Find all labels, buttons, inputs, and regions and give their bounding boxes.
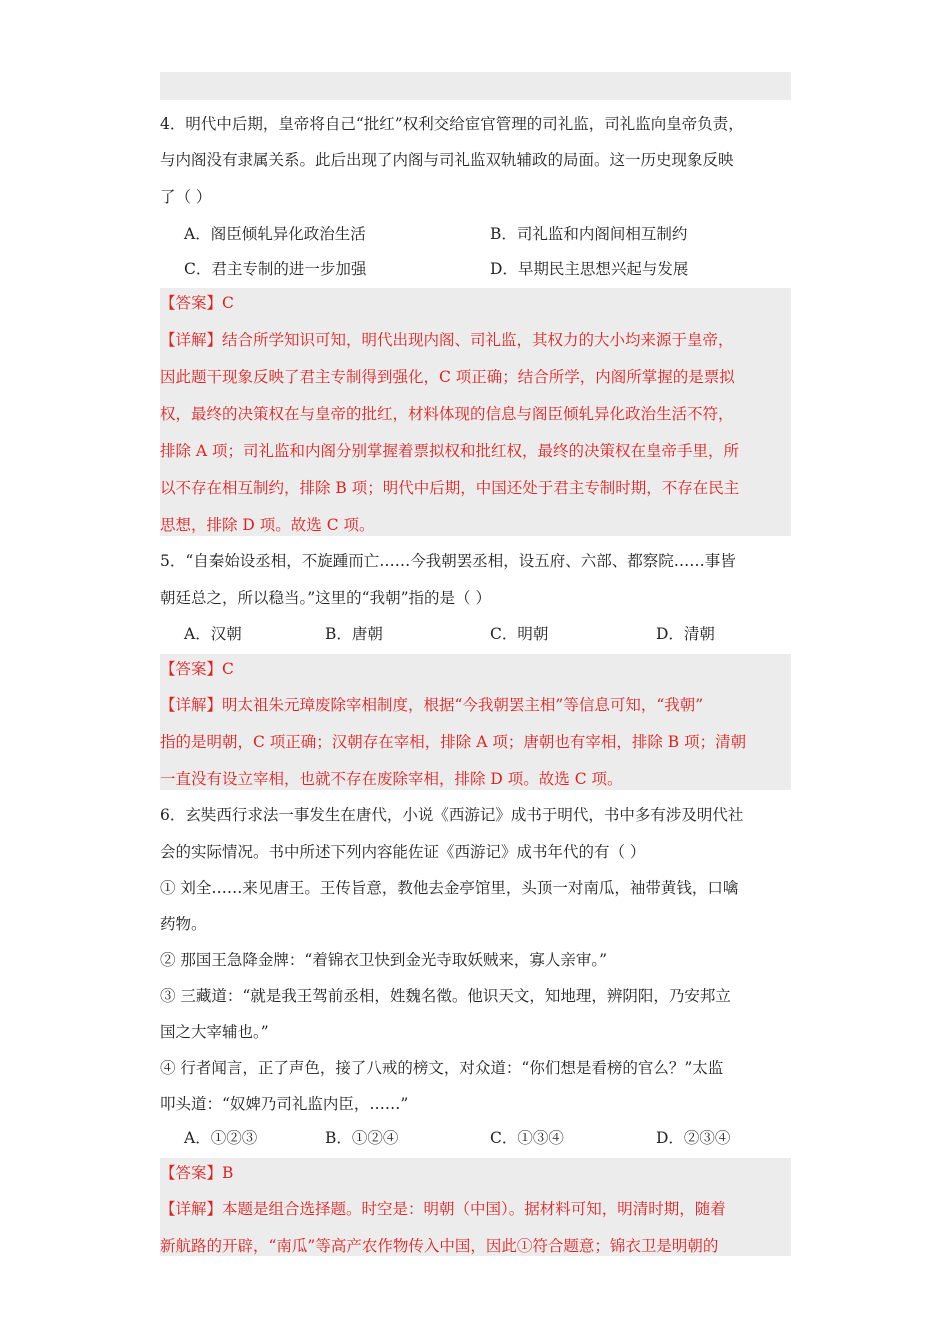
- q5-option-b: B．唐朝: [325, 625, 383, 643]
- q4-option-b: B．司礼监和内阁间相互制约: [490, 225, 688, 243]
- q5-detail-line-3: 一直没有设立宰相，也就不存在废除宰相，排除 D 项。故选 C 项。: [160, 770, 623, 788]
- q4-detail-line-5: 以不存在相互制约，排除 B 项；明代中后期，中国还处于君主专制时期，不存在民主: [160, 479, 740, 497]
- q6-answer: 【答案】B: [160, 1164, 234, 1182]
- q6-item-1-line-2: 药物。: [160, 915, 207, 933]
- q6-item-3-line-1: ③ 三藏道：“就是我王驾前丞相，姓魏名徵。他识天文，知地理，辨阴阳，乃安邦立: [160, 987, 731, 1005]
- q5-detail-line-2: 指的是明朝，C 项正确；汉朝存在宰相，排除 A 项；唐朝也有宰相，排除 B 项；清朝: [160, 733, 747, 751]
- q4-option-d: D．早期民主思想兴起与发展: [490, 260, 689, 278]
- q6-detail-line-1: 【详解】本题是组合选择题。时空是：明朝（中国）。据材料可知，明清时期，随着: [160, 1200, 726, 1218]
- q5-option-a: A．汉朝: [184, 625, 242, 643]
- top-shaded-bar: [160, 72, 791, 100]
- q5-option-c: C．明朝: [490, 625, 549, 643]
- q6-item-3-line-2: 国之大宰辅也。”: [160, 1023, 269, 1041]
- q4-detail-line-1: 【详解】结合所学知识可知，明代出现内阁、司礼监，其权力的大小均来源于皇帝，: [160, 331, 734, 349]
- q6-option-b: B．①②④: [325, 1129, 399, 1147]
- q4-answer: 【答案】C: [160, 294, 234, 312]
- q4-option-c: C．君主专制的进一步加强: [184, 260, 367, 278]
- q6-stem-line-1: 6．玄奘西行求法一事发生在唐代，小说《西游记》成书于明代，书中多有涉及明代社: [160, 806, 744, 824]
- q6-item-4-line-1: ④ 行者闻言，正了声色，接了八戒的榜文，对众道：“你们想是看榜的官么？”太监: [160, 1059, 724, 1077]
- q4-detail-line-4: 排除 A 项；司礼监和内阁分别掌握着票拟权和批红权，最终的决策权在皇帝手里，所: [160, 442, 740, 460]
- q6-item-1-line-1: ① 刘全……来见唐王。王传旨意，教他去金亭馆里，头顶一对南瓜，袖带黄钱，口噙: [160, 879, 739, 897]
- q4-stem-line-2: 与内阁没有隶属关系。此后出现了内阁与司礼监双轨辅政的局面。这一历史现象反映: [160, 151, 734, 169]
- q5-option-d: D．清朝: [656, 625, 715, 643]
- q4-stem-line-1: 4．明代中后期，皇帝将自己“批红”权利交给宦官管理的司礼监，司礼监向皇帝负责，: [160, 115, 744, 133]
- q6-option-a: A．①②③: [184, 1129, 258, 1147]
- q6-option-d: D．②③④: [656, 1129, 731, 1147]
- q4-stem-line-3: 了（ ）: [160, 188, 212, 206]
- q5-stem-line-2: 朝廷总之，所以稳当。”这里的“我朝”指的是（ ）: [160, 589, 491, 607]
- q6-item-2: ② 那国王急降金牌：“着锦衣卫快到金光寺取妖贼来，寡人亲审。”: [160, 951, 608, 969]
- q6-stem-line-2: 会的实际情况。书中所述下列内容能佐证《西游记》成书年代的有（ ）: [160, 843, 646, 861]
- q6-item-4-line-2: 叩头道：“奴婢乃司礼监内臣，……”: [160, 1095, 409, 1113]
- q4-option-a: A．阁臣倾轧异化政治生活: [184, 225, 366, 243]
- q4-detail-line-6: 思想，排除 D 项。故选 C 项。: [160, 516, 375, 534]
- q5-stem-line-1: 5．“自秦始设丞相，不旋踵而亡……今我朝罢丞相，设五府、六部、都察院……事皆: [160, 552, 736, 570]
- q5-detail-line-1: 【详解】明太祖朱元璋废除宰相制度，根据“今我朝罢主相”等信息可知，“我朝”: [160, 696, 704, 714]
- q6-detail-line-2: 新航路的开辟，“南瓜”等高产农作物传入中国，因此①符合题意；锦衣卫是明朝的: [160, 1237, 719, 1255]
- q4-detail-line-3: 权，最终的决策权在与皇帝的批红，材料体现的信息与阁臣倾轧异化政治生活不符，: [160, 405, 734, 423]
- q6-option-c: C．①③④: [490, 1129, 564, 1147]
- q4-detail-line-2: 因此题干现象反映了君主专制得到强化，C 项正确；结合所学，内阁所掌握的是票拟: [160, 368, 735, 386]
- q5-answer: 【答案】C: [160, 660, 234, 678]
